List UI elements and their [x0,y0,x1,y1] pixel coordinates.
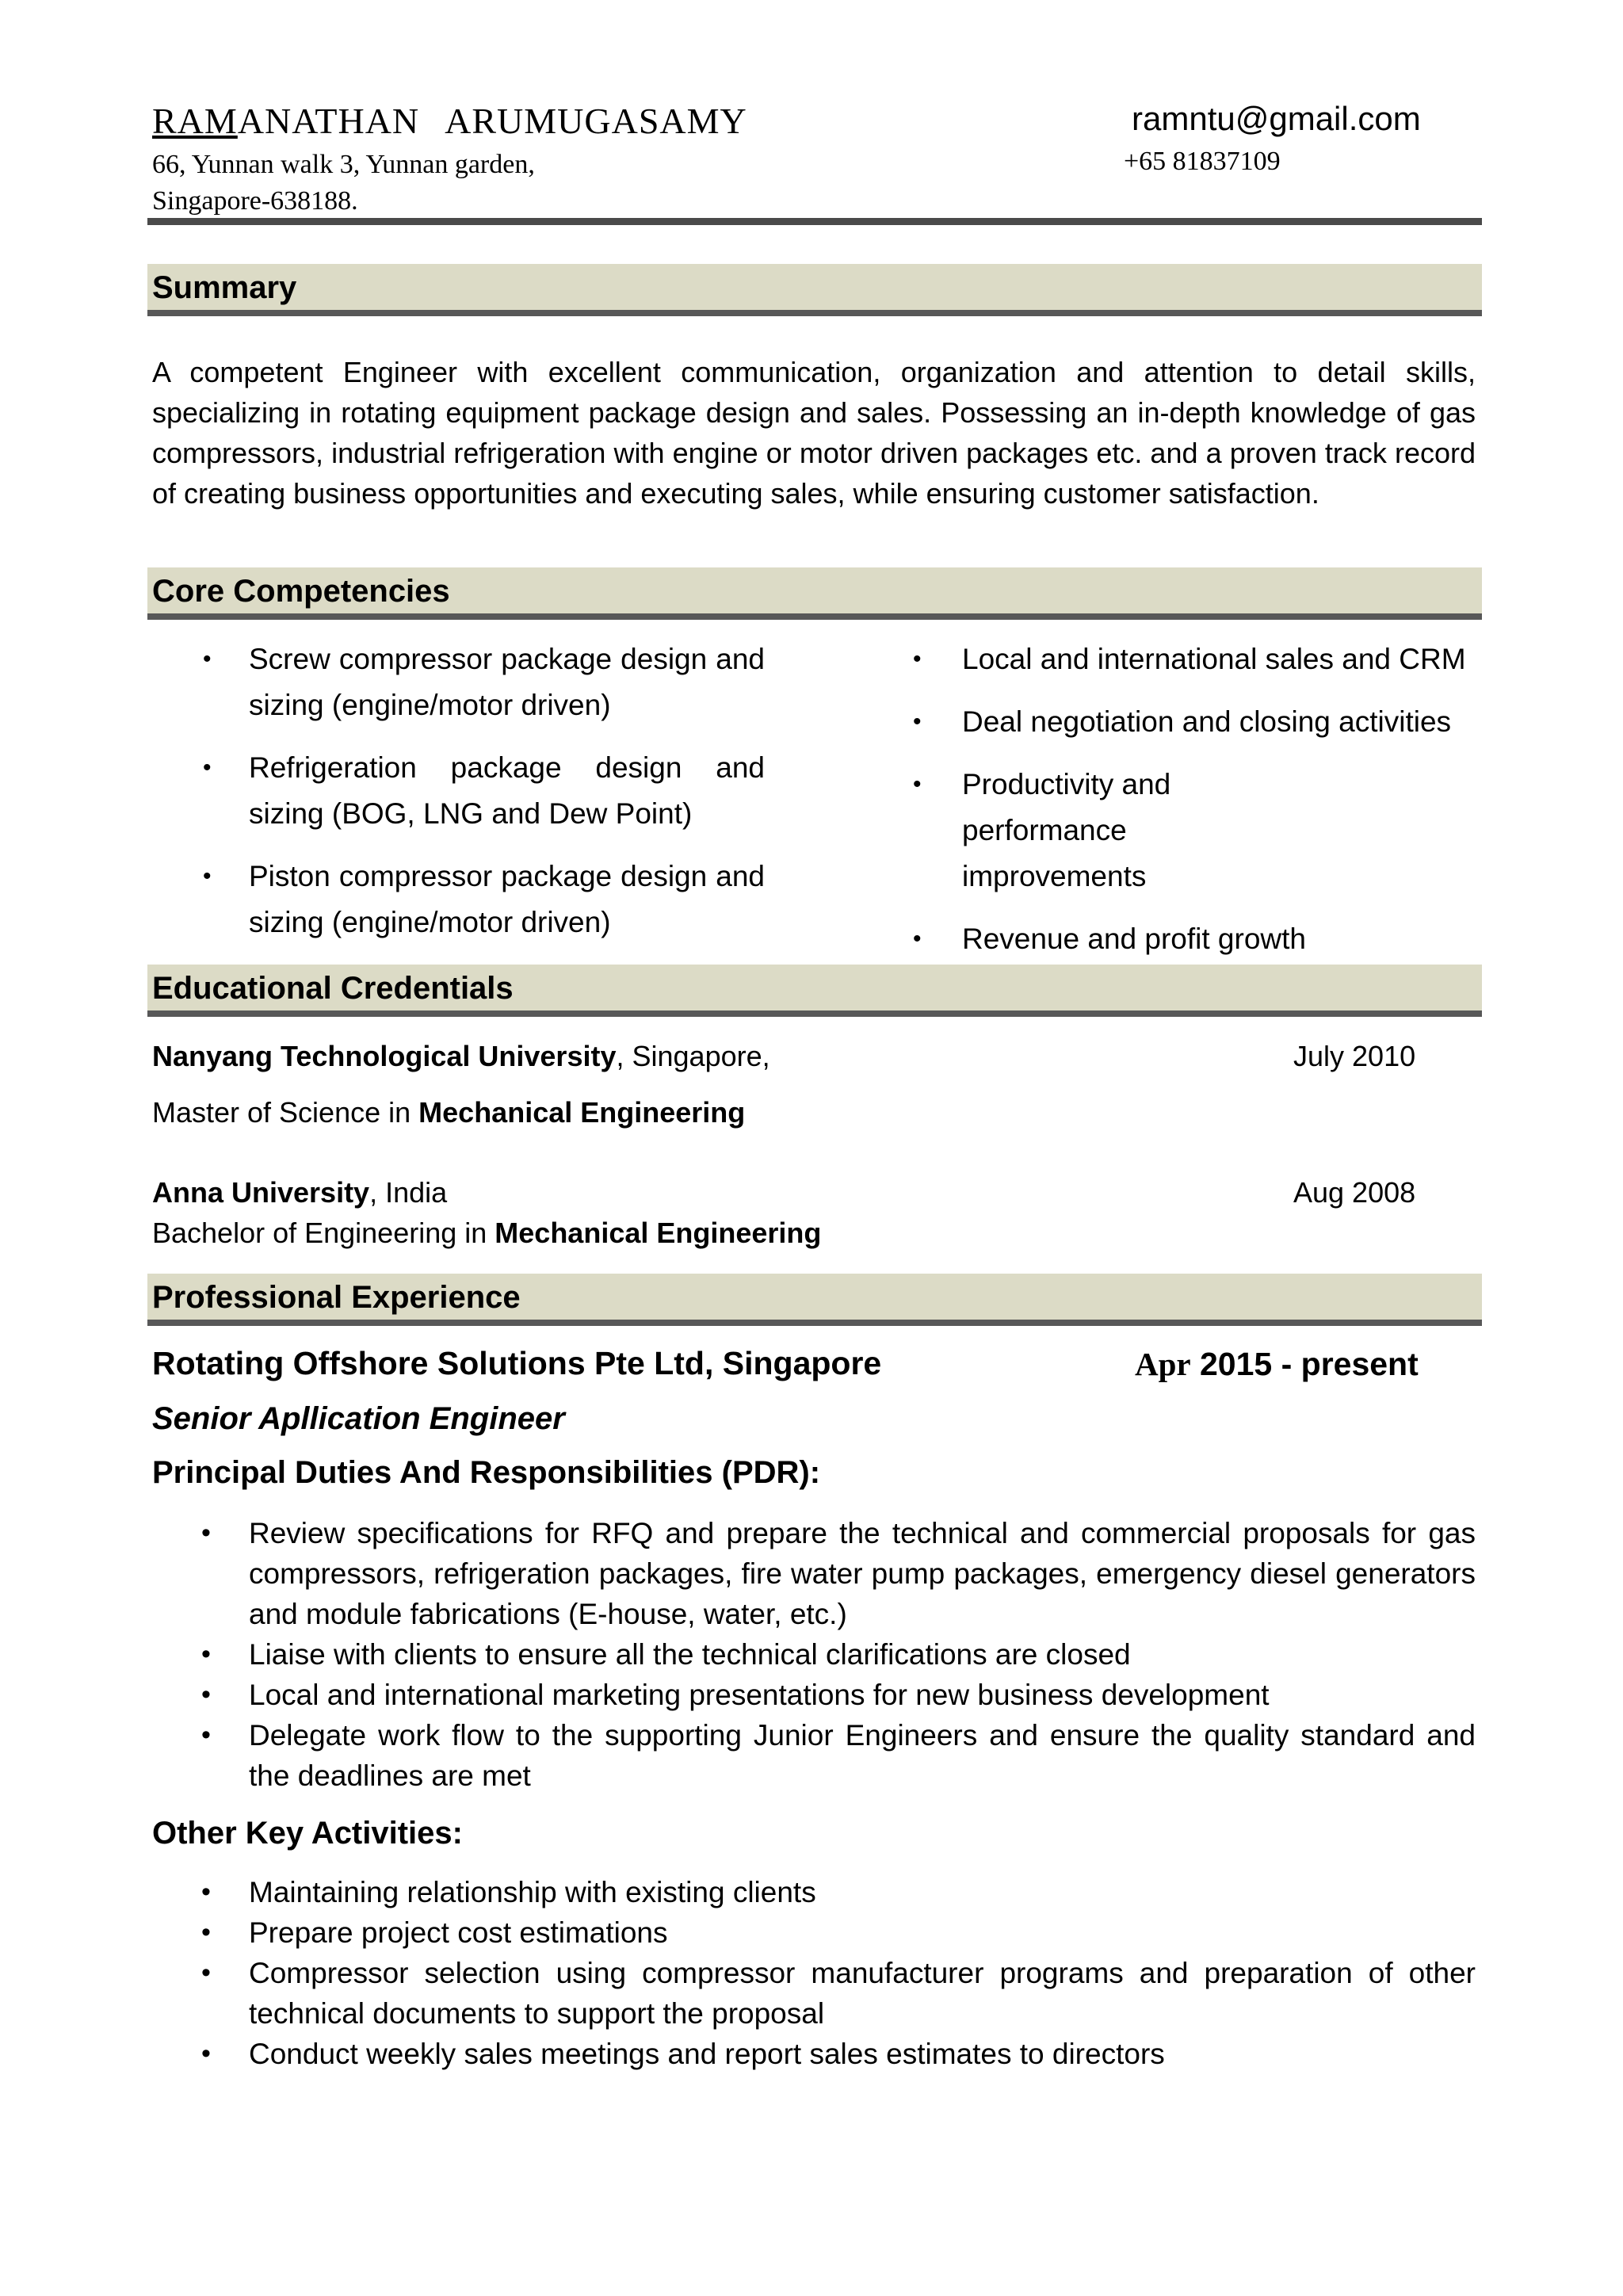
list-item [152,1715,1476,1796]
list-item [864,699,1482,745]
list-item [152,1513,1476,1634]
list-item [864,762,1295,900]
competencies-right-column [864,636,1482,979]
competency-text: Refrigeration package design and sizing (BOG, LNG and Dew Point) [249,751,765,830]
section-title: Summary [152,270,297,305]
degree-field: Mechanical Engineering [495,1217,822,1249]
duties-list [152,1513,1476,1796]
education-entry-2-institution [152,1176,447,1209]
bullet-icon: • [913,771,922,797]
degree-name: Master of Science in [152,1096,419,1129]
competency-text: Revenue and profit growth [962,923,1306,955]
duties-heading: Principal Duties And Responsibilities (PDR): [152,1455,821,1490]
institution-location: , India [369,1176,448,1209]
bullet-icon: • [201,1720,211,1750]
bullet-icon: • [203,863,212,889]
list-item [864,916,1482,962]
list-item [864,636,1482,682]
activity-text: Prepare project cost estimations [249,1916,668,1949]
name-underlined-part: RAM [152,101,238,141]
education-entry-2-degree [152,1217,821,1250]
duty-text: Delegate work flow to the supporting Junior Engineers and ensure the quality standard and the deadlines are met [249,1719,1476,1792]
contact-email[interactable]: ramntu@gmail.com [1132,100,1421,137]
competencies-section-header [147,567,1482,613]
contact-phone: +65 81837109 [1124,147,1281,176]
bullet-icon: • [201,1518,211,1548]
bullet-icon: • [913,646,922,672]
bullet-icon: • [201,1958,211,1988]
contact-address [152,147,535,220]
section-title: Professional Experience [152,1280,521,1315]
education-entry-1-institution [152,1040,770,1073]
list-item [152,1634,1476,1675]
activity-text: Maintaining relationship with existing clients [249,1876,816,1908]
list-item [152,745,765,837]
list-item [152,636,765,728]
duty-text: Liaise with clients to ensure all the technical clarifications are closed [249,1638,1131,1671]
competency-text: Screw compressor package design and sizing (engine/motor driven) [249,643,765,721]
section-divider [147,613,1482,620]
bullet-icon: • [201,1679,211,1710]
duty-text: Local and international marketing presentations for new business development [249,1679,1270,1711]
section-divider [147,1010,1482,1017]
section-divider [147,1320,1482,1326]
address-line-2: Singapore-638188. [152,186,358,216]
list-item [152,1912,1476,1953]
competency-text: Piston compressor package design and sizing (engine/motor driven) [249,860,765,938]
competency-text: Deal negotiation and closing activities [962,705,1452,738]
institution-location: , Singapore, [616,1040,770,1072]
experience-section-header [147,1274,1482,1320]
education-entry-1-date: July 2010 [1293,1040,1416,1072]
institution-name: Nanyang Technological University [152,1040,617,1072]
duty-text: Review specifications for RFQ and prepare the technical and commercial proposals for gas compressors, refrigeration packages, fire water pump packages, emergency diesel generators and module fabrications (E-house, water, etc.) [249,1517,1476,1630]
bullet-icon: • [203,646,212,672]
competencies-left-column [152,636,765,962]
list-item [152,854,765,946]
job-company: Rotating Offshore Solutions Pte Ltd, Singapore [152,1345,882,1381]
bullet-icon: • [203,755,212,781]
education-section-header [147,965,1482,1010]
candidate-name [152,100,747,142]
education-entry-2-date: Aug 2008 [1293,1176,1416,1209]
list-item [152,1675,1476,1715]
list-item [152,2034,1476,2074]
education-entry-1-degree [152,1096,745,1129]
bullet-icon: • [201,1639,211,1669]
other-activities-heading: Other Key Activities: [152,1816,463,1851]
competency-text: Local and international sales and CRM [962,643,1466,675]
job-dates [1135,1345,1419,1383]
other-activities-list [152,1872,1476,2074]
activity-text: Compressor selection using compressor manufacturer programs and preparation of other technical documents to support the proposal [249,1957,1476,2030]
bullet-icon: • [913,926,922,952]
bullet-icon: • [201,1917,211,1947]
institution-name: Anna University [152,1176,370,1209]
summary-text: A competent Engineer with excellent communication, organization and attention to detail skills, specializing in rotating equipment package design and sales. Possessing an in-depth knowledge of gas compressors, industrial refrigeration with engine or motor driven packages etc. and a proven track record of creating business opportunities and executing sales, while ensuring customer satisfaction. [152,356,1476,510]
bullet-icon: • [201,1877,211,1907]
job-title: Senior Apllication Engineer [152,1401,565,1436]
name-last: ARUMUGASAMY [445,101,747,141]
degree-name: Bachelor of Engineering in [152,1217,495,1249]
competency-text: Productivity and performance improvements [962,768,1171,892]
list-item [152,1953,1476,2034]
address-line-1: 66, Yunnan walk 3, Yunnan garden, [152,150,535,179]
bullet-icon: • [201,2038,211,2069]
activity-text: Conduct weekly sales meetings and report sales estimates to directors [249,2038,1165,2070]
name-first-rest: ANATHAN [237,101,420,141]
header-divider [147,218,1482,225]
summary-section-header [147,264,1482,310]
job-date-month: Apr [1135,1346,1191,1382]
section-divider [147,310,1482,316]
bullet-icon: • [913,709,922,735]
section-title: Core Competencies [152,574,450,609]
section-title: Educational Credentials [152,971,514,1006]
degree-field: Mechanical Engineering [418,1096,746,1129]
job-date-range: 2015 - present [1190,1346,1419,1382]
list-item [152,1872,1476,1912]
